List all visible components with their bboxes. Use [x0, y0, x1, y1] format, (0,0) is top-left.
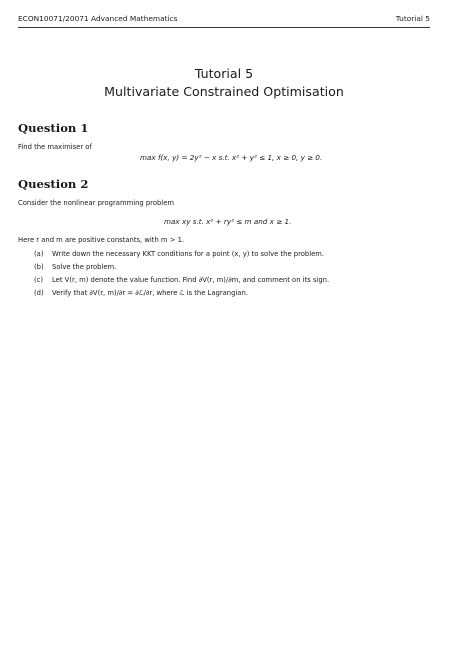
- item-label: (d): [34, 289, 44, 297]
- list-item: [34, 289, 434, 302]
- question-2-intro: Consider the nonlinear programming problem: [18, 199, 174, 207]
- item-text: Let V(r, m) denote the value function. Find ∂V(r, m)/∂m, and comment on its sign.: [52, 276, 330, 284]
- item-text: Solve the problem.: [52, 263, 117, 271]
- list-item: [34, 276, 434, 289]
- document-title: [18, 66, 430, 100]
- item-text: Verify that ∂V(r, m)/∂r = ∂ℒ/∂r, where ℒ is the Lagrangian.: [52, 289, 248, 297]
- item-label: (c): [34, 276, 44, 284]
- item-text: Write down the necessary KKT conditions for a point (x, y) to solve the problem.: [52, 250, 325, 258]
- item-label: (a): [34, 250, 44, 258]
- question-2-heading: Question 2: [18, 177, 89, 191]
- header-tutorial: Tutorial 5: [395, 14, 430, 23]
- header-course: ECON10071/20071 Advanced Mathematics: [18, 14, 178, 23]
- running-header: [18, 13, 430, 28]
- title-line-2: Multivariate Constrained Optimisation: [104, 84, 344, 99]
- list-item: [34, 263, 434, 276]
- question-2-formula: max xy s.t. x² + ry² ≤ m and x ≥ 1.: [164, 217, 292, 226]
- question-1-intro: Find the maximiser of: [18, 143, 92, 151]
- title-line-1: Tutorial 5: [194, 66, 254, 81]
- item-label: (b): [34, 263, 44, 271]
- question-2-parts: [34, 250, 434, 302]
- list-item: [34, 250, 434, 263]
- question-1-formula: max f(x, y) = 2y² − x s.t. x² + y² ≤ 1, x ≥ 0, y ≥ 0.: [140, 153, 323, 162]
- question-1-heading: Question 1: [18, 121, 89, 135]
- question-2-note: Here r and m are positive constants, with m > 1.: [18, 236, 185, 244]
